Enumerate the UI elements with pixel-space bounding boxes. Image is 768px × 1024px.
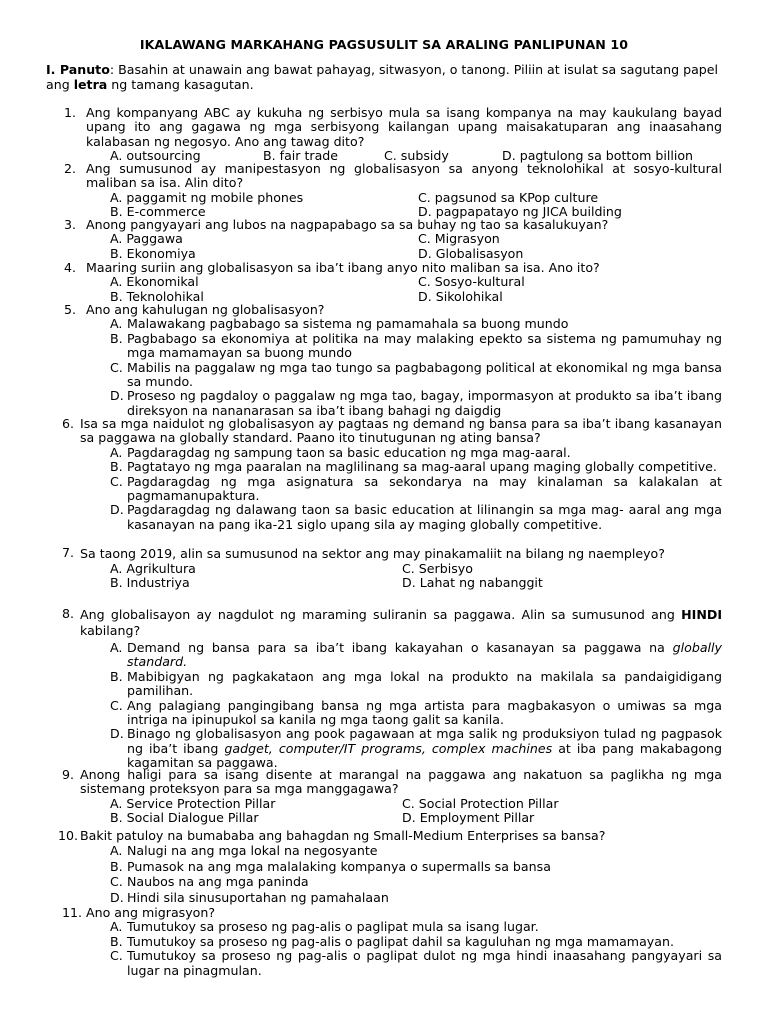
- question-number: 1.: [64, 105, 77, 120]
- option-text: at iba pang makabagong kagamitan sa paggawa.: [127, 740, 722, 771]
- option-a: A. Service Protection Pillar: [110, 795, 276, 811]
- option-c: C. Migrasyon: [418, 231, 500, 247]
- option-d: D. Lahat ng nabanggit: [402, 575, 543, 591]
- question-6: [62, 417, 722, 532]
- option-text: Pagdaragdag ng mga asignatura sa sekondarya na may kinalaman sa kalakalan at pagmamanupaktura.: [127, 473, 722, 504]
- option-letter: D.: [110, 889, 124, 905]
- question-number: 5.: [64, 302, 77, 317]
- option-letter: C.: [110, 948, 123, 964]
- option-letter: A.: [110, 640, 123, 655]
- option-row: [64, 232, 722, 246]
- option-b: [110, 859, 722, 874]
- option-a: [110, 446, 722, 460]
- option-a: A. paggamit ng mobile phones: [110, 189, 304, 205]
- question-8: [62, 607, 722, 771]
- option-a: A. Agrikultura: [110, 561, 196, 576]
- option-d: [110, 727, 722, 770]
- option-b: [110, 332, 722, 361]
- option-letter: D.: [110, 726, 124, 742]
- option-letter: C.: [110, 874, 123, 890]
- option-c: [110, 699, 722, 728]
- question-number: 7.: [62, 545, 75, 560]
- option-text: Pagdaragdag ng sampung taon sa basic education ng mga mag-aaral.: [127, 444, 571, 460]
- question-number: 3.: [64, 217, 77, 232]
- option-list: [110, 843, 722, 905]
- option-b: B. E-commerce: [110, 204, 206, 220]
- option-letter: D.: [110, 502, 124, 518]
- question-stem-emphasis: HINDI: [681, 607, 722, 622]
- option-row: [62, 797, 722, 811]
- option-letter: A.: [110, 444, 123, 460]
- question-number: 2.: [64, 161, 77, 176]
- question-stem-text: kabilang?: [80, 623, 141, 638]
- option-b: [110, 460, 722, 474]
- question-2: [64, 162, 722, 220]
- option-row: [64, 275, 722, 289]
- option-list: [110, 641, 722, 771]
- option-c: C. Social Protection Pillar: [402, 795, 559, 811]
- option-letter: B.: [110, 668, 123, 684]
- option-a: [110, 317, 722, 331]
- instruction: [46, 62, 726, 92]
- question-number: 6.: [62, 416, 75, 431]
- question-stem: Bakit patuloy na bumababa ang bahagdan ng Small-Medium Enterprises sa bansa?: [80, 828, 606, 843]
- question-stem: Isa sa mga naidulot ng globalisasyon ay pagtaas ng demand ng bansa para sa iba’t ibang kasanayan sa paggawa na globally standard. Paano ito tinutugunan ng ating bansa?: [80, 416, 722, 446]
- question-stem: Ano ang migrasyon?: [86, 905, 216, 920]
- option-b: B. Teknolohikal: [110, 288, 204, 304]
- question-stem: [80, 607, 722, 639]
- option-b: [110, 670, 722, 699]
- option-text: Ang palagiang pangingibang bansa ng mga artista para magbakasyon o umiwas sa mga intriga na ipinupukol sa kanila ng mga taong galit sa kanila.: [127, 697, 722, 728]
- option-text: Proseso ng pagdaloy o paggalaw ng mga tao, bagay, impormasyon at produkto sa iba’t ibang direksyon na nananarasan sa iba’t ibang bahagi ng daigdig: [127, 388, 722, 418]
- option-letter: B.: [110, 858, 123, 874]
- option-c: [110, 949, 722, 978]
- option-text-italic: globally standard.: [127, 640, 722, 670]
- question-stem: Ang sumusunod ay manipestasyon ng globalisasyon sa anyong teknolohikal at sosyo-kultural maliban sa isa. Alin dito?: [86, 161, 722, 191]
- question-stem: Anong pangyayari ang lubos na nagpapabago sa sa buhay ng tao sa kasalukuyan?: [86, 217, 609, 232]
- option-a: A. Paggawa: [110, 231, 183, 247]
- option-c: C. Sosyo-kultural: [418, 274, 525, 290]
- page-title: IKALAWANG MARKAHANG PAGSUSULIT SA ARALING PANLIPUNAN 10: [139, 37, 629, 52]
- option-c: C. subsidy: [384, 148, 449, 164]
- option-row: [64, 191, 722, 205]
- option-text: Binago ng globalisasyon ang pook pagawaan at mga salik ng produksiyon tulad ng pagpasok ng iba’t ibang: [127, 726, 722, 756]
- option-a: [110, 920, 722, 934]
- question-stem: Sa taong 2019, alin sa sumusunod na sektor ang may pinakamaliit na bilang ng naempleyo?: [80, 546, 665, 561]
- question-stem: Ang kompanyang ABC ay kukuha ng serbisyo mula sa isang kompanya na may kaukulang bayad upang ito ang gagawa ng mga serbisyong kailangan upang maisakatuparan ang inaasahang kalabasan ng negosyo. Ano ang tawag dito?: [86, 105, 722, 149]
- option-letter: C.: [110, 697, 123, 713]
- option-a: [110, 641, 722, 670]
- option-letter: C.: [110, 473, 123, 489]
- question-number: 4.: [64, 260, 77, 275]
- option-row: [62, 811, 722, 825]
- option-d: [110, 389, 722, 418]
- option-letter: B.: [110, 459, 123, 475]
- option-c: C. Serbisyo: [402, 561, 473, 576]
- option-c: [110, 475, 722, 504]
- question-stem: Maaring suriin ang globalisasyon sa iba’t ibang anyo nito maliban sa isa. Ano ito?: [86, 260, 600, 275]
- option-text: Demand ng bansa para sa iba’t ibang kakayahan o kasanayan sa paggawa na: [127, 640, 673, 655]
- option-row: [62, 562, 722, 576]
- option-text: Mabibigyan ng pagkakataon ang mga lokal na produkto na makilala sa pandaigidigang pamilihan.: [127, 668, 722, 699]
- option-text: Pagtatayo ng mga paaralan na maglilinang sa mag-aaral upang maging globally competitive.: [127, 459, 717, 475]
- option-text: Naubos na ang mga paninda: [127, 874, 309, 890]
- option-letter: C.: [110, 359, 123, 375]
- option-letter: A.: [110, 316, 123, 332]
- option-b: B. Social Dialogue Pillar: [110, 810, 259, 826]
- option-letter: A.: [110, 843, 123, 859]
- option-list: [110, 920, 722, 978]
- option-list: [110, 317, 722, 418]
- option-text: Tumutukoy sa proseso ng pag-alis o paglipat mula sa isang lugar.: [127, 919, 539, 935]
- option-b: [110, 935, 722, 949]
- option-c: [110, 874, 722, 889]
- question-number: 11.: [62, 905, 83, 920]
- option-text: Hindi sila sinusuportahan ng pamahalaan: [127, 889, 389, 905]
- instruction-text-1: : Basahin at unawain ang bawat pahayag, sitwasyon, o tanong. Piliin at isulat sa sagutang papel ang: [46, 62, 719, 92]
- question-9: [62, 768, 722, 826]
- question-7: [62, 546, 722, 591]
- question-5: [64, 303, 722, 418]
- option-a: [110, 843, 722, 858]
- question-stem: Ano ang kahulugan ng globalisasyon?: [86, 302, 325, 317]
- option-d: D. Globalisasyon: [418, 245, 524, 261]
- option-d: D. Sikolohikal: [418, 288, 503, 304]
- option-text: Mabilis na paggalaw ng mga tao tungo sa pagbabagong political at ekonomikal ng mga bansa sa mundo.: [127, 359, 722, 390]
- question-number: 8.: [62, 606, 75, 621]
- option-text-italic: gadget, computer/IT programs, complex machines: [224, 740, 553, 756]
- option-letter: B.: [110, 330, 123, 346]
- question-number: 10.: [58, 828, 79, 843]
- option-d: D. pagtulong sa bottom billion: [502, 148, 694, 164]
- option-b: B. fair trade: [263, 148, 339, 164]
- question-number: 9.: [62, 767, 75, 782]
- instruction-bold-word: letra: [73, 77, 108, 92]
- question-1: [64, 106, 722, 164]
- option-list: [110, 446, 722, 532]
- option-letter: D.: [110, 388, 124, 404]
- option-a: A. Ekonomikal: [110, 274, 199, 290]
- option-text: Nalugi na ang mga lokal na negosyante: [127, 843, 378, 859]
- question-10: [58, 829, 722, 905]
- option-text: Pagdaragdag ng dalawang taon sa basic education at lilinangin sa mga mag- aaral ang mga kasanayan na pang ika-21 siglo upang sila ay maging globally competitive.: [127, 502, 722, 532]
- option-letter: B.: [110, 933, 123, 949]
- option-c: C. pagsunod sa KPop culture: [418, 189, 599, 205]
- option-d: D. pagpapatayo ng JICA building: [418, 204, 622, 220]
- option-text: Pagbabago sa ekonomiya at politika na may malaking epekto sa sistema ng pamumuhay ng mga mamamayan sa buong mundo: [127, 330, 722, 361]
- option-b: B. Industriya: [110, 575, 190, 591]
- option-text: Malawakang pagbabago sa sistema ng pamamahala sa buong mundo: [127, 316, 569, 332]
- instruction-label: I. Panuto: [46, 62, 110, 77]
- option-letter: A.: [110, 919, 123, 935]
- option-text: Pumasok na ang mga malalaking kompanya o supermalls sa bansa: [127, 858, 551, 874]
- option-a: A. outsourcing: [110, 148, 201, 164]
- instruction-text-2: ng tamang kasagutan.: [107, 77, 254, 92]
- question-stem: Anong haligi para sa isang disente at marangal na paggawa ang nakatuon sa paglikha ng mga sistemang proteksyon para sa mga manggagawa?: [80, 767, 722, 797]
- question-3: [64, 218, 722, 261]
- option-d: [110, 503, 722, 532]
- question-stem-text: Ang globalisayon ay nagdulot ng maraming suliranin sa paggawa. Alin sa sumusunod ang: [80, 607, 682, 622]
- option-text: Tumutukoy sa proseso ng pag-alis o paglipat dulot ng mga hindi inaasahang pangyayari sa lugar na pinagmulan.: [127, 948, 722, 978]
- option-c: [110, 361, 722, 390]
- question-11: [62, 906, 722, 978]
- option-b: B. Ekonomiya: [110, 245, 196, 261]
- question-4: [64, 261, 722, 304]
- option-row: [62, 576, 722, 590]
- option-d: D. Employment Pillar: [402, 810, 535, 826]
- option-text: Tumutukoy sa proseso ng pag-alis o paglipat dahil sa kaguluhan ng mga mamamayan.: [127, 933, 674, 949]
- option-d: [110, 890, 722, 905]
